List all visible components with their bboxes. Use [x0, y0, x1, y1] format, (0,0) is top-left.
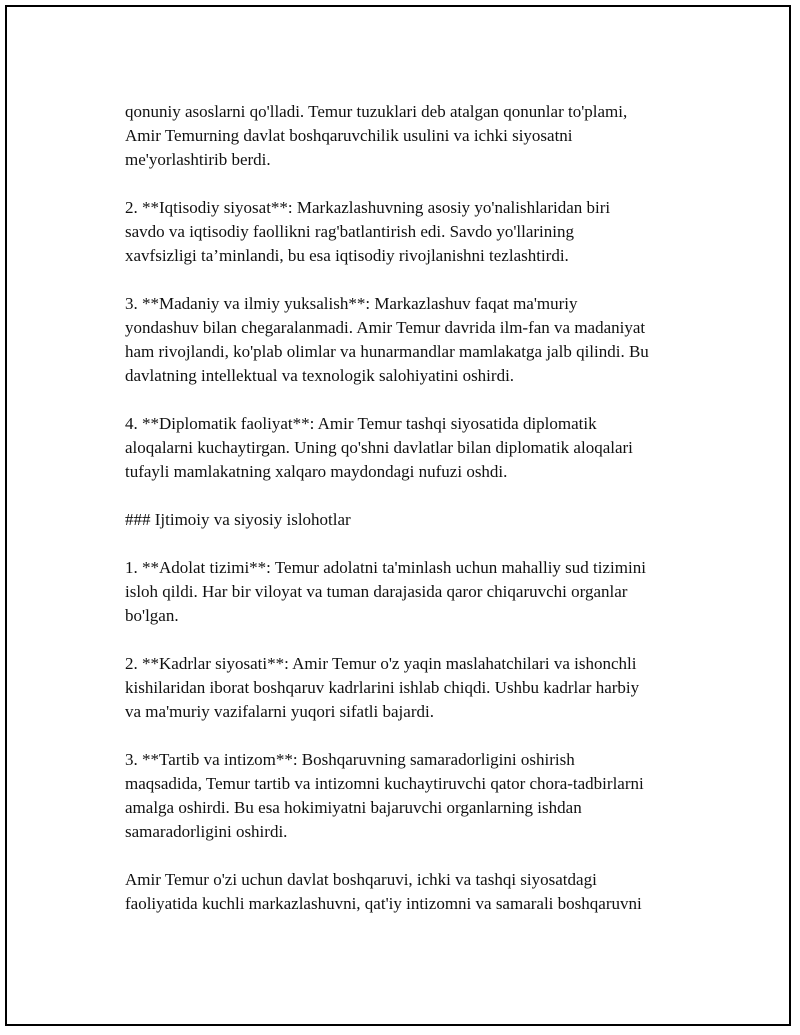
- text-line: davlatning intellektual va texnologik salohiyatini oshirdi.: [125, 366, 515, 385]
- text-line: va ma'muriy vazifalarni yuqori sifatli bajardi.: [125, 702, 434, 721]
- text-line: kishilaridan iborat boshqaruv kadrlarini ishlab chiqdi. Ushbu kadrlar harbiy: [125, 678, 640, 697]
- text-line: bo'lgan.: [125, 606, 179, 625]
- paragraph-economic-policy: [125, 196, 715, 268]
- paragraph-personnel-policy: [125, 652, 715, 724]
- paragraph-legal-basis: [125, 100, 715, 172]
- text-line: Amir Temurning davlat boshqaruvchilik usulini va ichki siyosatni: [125, 126, 573, 145]
- text-line: 3. **Madaniy va ilmiy yuksalish**: Markazlashuv faqat ma'muriy: [125, 294, 578, 313]
- text-line: amalga oshirdi. Bu esa hokimiyatni bajaruvchi organlarning ishdan: [125, 798, 582, 817]
- text-line: samaradorligini oshirdi.: [125, 822, 288, 841]
- text-line: Amir Temur o'zi uchun davlat boshqaruvi, ichki va tashqi siyosatdagi: [125, 870, 597, 889]
- text-line: tufayli mamlakatning xalqaro maydondagi nufuzi oshdi.: [125, 462, 508, 481]
- paragraph-cultural-rise: [125, 292, 715, 388]
- text-line: ham rivojlandi, ko'plab olimlar va hunarmandlar mamlakatga jalb qilindi. Bu: [125, 342, 649, 361]
- text-line: yondashuv bilan chegaralanmadi. Amir Temur davrida ilm-fan va madaniyat: [125, 318, 646, 337]
- page-frame: [5, 5, 791, 1026]
- text-line: aloqalarni kuchaytirgan. Uning qo'shni davlatlar bilan diplomatik aloqalari: [125, 438, 633, 457]
- section-heading: [125, 508, 715, 532]
- text-line: maqsadida, Temur tartib va intizomni kuchaytiruvchi qator chora-tadbirlarni: [125, 774, 644, 793]
- text-line: 1. **Adolat tizimi**: Temur adolatni ta'minlash uchun mahalliy sud tizimini: [125, 558, 646, 577]
- paragraph-diplomacy: [125, 412, 715, 484]
- text-line: xavfsizligi ta’minlandi, bu esa iqtisodiy rivojlanishni tezlashtirdi.: [125, 246, 569, 265]
- text-line: savdo va iqtisodiy faollikni rag'batlantirish edi. Savdo yo'llarining: [125, 222, 574, 241]
- paragraph-conclusion: [125, 868, 715, 916]
- text-line: 2. **Kadrlar siyosati**: Amir Temur o'z yaqin maslahatchilari va ishonchli: [125, 654, 637, 673]
- document-body: [125, 100, 715, 940]
- paragraph-justice-system: [125, 556, 715, 628]
- text-line: qonuniy asoslarni qo'lladi. Temur tuzuklari deb atalgan qonunlar to'plami,: [125, 102, 628, 121]
- heading-line: ### Ijtimoiy va siyosiy islohotlar: [125, 510, 351, 529]
- text-line: 3. **Tartib va intizom**: Boshqaruvning samaradorligini oshirish: [125, 750, 575, 769]
- text-line: isloh qildi. Har bir viloyat va tuman darajasida qaror chiqaruvchi organlar: [125, 582, 628, 601]
- text-line: faoliyatida kuchli markazlashuvni, qat'iy intizomni va samarali boshqaruvni: [125, 894, 642, 913]
- paragraph-order-discipline: [125, 748, 715, 844]
- text-line: me'yorlashtirib berdi.: [125, 150, 271, 169]
- text-line: 2. **Iqtisodiy siyosat**: Markazlashuvning asosiy yo'nalishlaridan biri: [125, 198, 611, 217]
- text-line: 4. **Diplomatik faoliyat**: Amir Temur tashqi siyosatida diplomatik: [125, 414, 597, 433]
